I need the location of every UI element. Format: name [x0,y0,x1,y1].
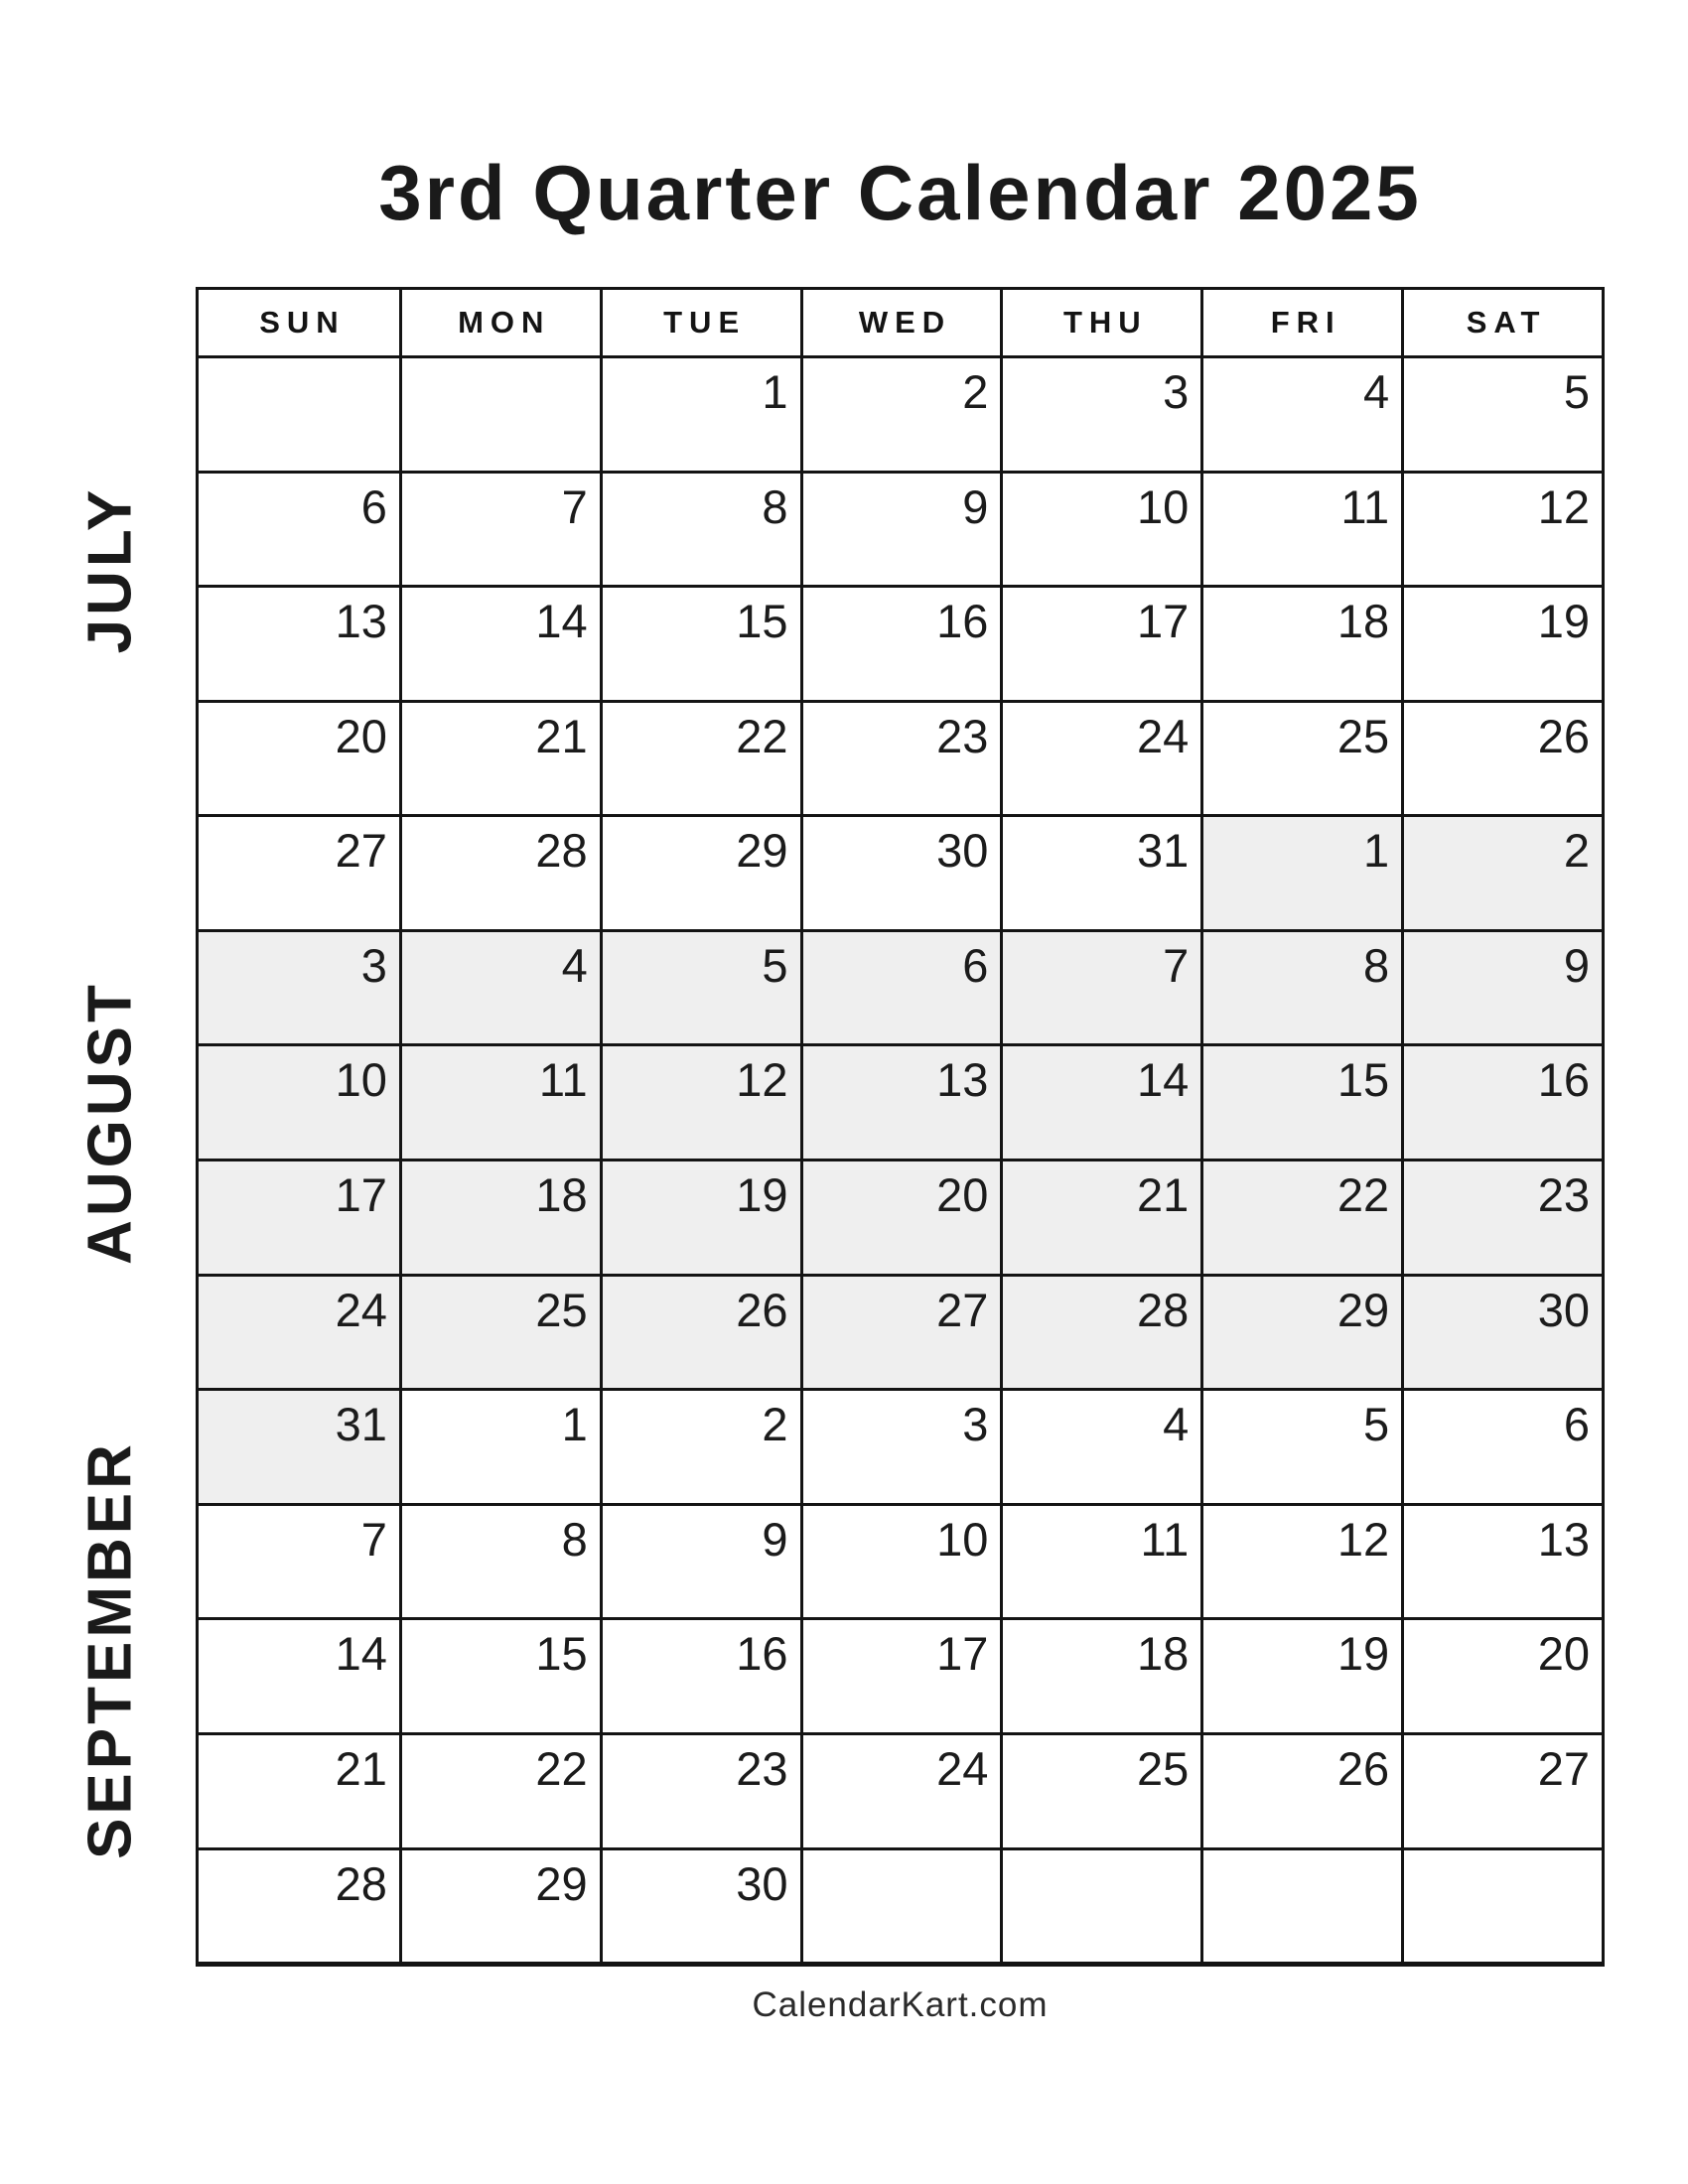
date-cell: 22 [399,1735,600,1847]
date-cell: 15 [1200,1046,1401,1159]
date-cell: 28 [399,817,600,929]
empty-cell [1200,1850,1401,1963]
date-cell: 9 [800,474,1001,586]
date-cell: 23 [1401,1161,1602,1274]
date-cell: 23 [600,1735,800,1847]
weekday-header-wed: WED [800,290,1001,355]
date-cell: 25 [1200,703,1401,815]
date-cell: 20 [800,1161,1001,1274]
date-cell: 24 [800,1735,1001,1847]
date-cell: 21 [1000,1161,1200,1274]
date-cell: 24 [1000,703,1200,815]
empty-cell [1401,1850,1602,1963]
date-cell: 21 [399,703,600,815]
date-cell: 8 [399,1506,600,1618]
date-cell: 8 [600,474,800,586]
date-cell: 12 [600,1046,800,1159]
weekday-header-fri: FRI [1200,290,1401,355]
weekday-header-sun: SUN [259,305,346,340]
week-row [199,700,1602,815]
date-cell: 18 [1000,1620,1200,1732]
month-label-august: AUGUST [75,981,145,1265]
date-cell: 14 [199,1620,399,1732]
date-cell: 17 [800,1620,1001,1732]
date-cell: 9 [1401,932,1602,1044]
date-cell: 22 [600,703,800,815]
date-cell: 26 [600,1277,800,1389]
date-cell: 5 [1401,358,1602,471]
week-row [199,1274,1602,1389]
date-cell: 2 [600,1391,800,1503]
date-cell: 11 [1200,474,1401,586]
date-cell: 30 [800,817,1001,929]
date-cell: 17 [1000,588,1200,700]
date-cell: 22 [1200,1161,1401,1274]
week-row [199,814,1602,929]
date-cell: 14 [399,588,600,700]
date-cell: 20 [199,703,399,815]
date-cell: 16 [800,588,1001,700]
date-cell: 11 [399,1046,600,1159]
date-cell: 8 [1200,932,1401,1044]
week-row [199,471,1602,586]
date-cell: 18 [399,1161,600,1274]
date-cell: 21 [199,1735,399,1847]
date-cell: 1 [399,1391,600,1503]
date-cell: 26 [1200,1735,1401,1847]
date-cell: 5 [600,932,800,1044]
date-cell: 29 [600,817,800,929]
date-cell: 1 [600,358,800,471]
date-cell: 3 [800,1391,1001,1503]
week-row [199,1503,1602,1618]
week-row [199,355,1602,471]
empty-cell [199,358,399,471]
date-cell: 18 [1200,588,1401,700]
date-cell: 4 [1200,358,1401,471]
date-cell: 6 [1401,1391,1602,1503]
week-row [199,1847,1602,1963]
date-cell: 19 [1401,588,1602,700]
date-cell: 12 [1200,1506,1401,1618]
weekday-header-row [199,290,1602,355]
date-cell: 28 [199,1850,399,1963]
date-cell: 27 [199,817,399,929]
date-cell: 13 [1401,1506,1602,1618]
date-cell: 20 [1401,1620,1602,1732]
date-cell: 3 [1000,358,1200,471]
date-cell: 11 [1000,1506,1200,1618]
date-cell: 14 [1000,1046,1200,1159]
date-cell: 13 [800,1046,1001,1159]
month-label-july: JULY [75,485,145,654]
date-cell: 6 [199,474,399,586]
date-cell: 2 [1401,817,1602,929]
weekday-header-mon: MON [399,290,600,355]
date-cell: 10 [800,1506,1001,1618]
date-cell: 15 [600,588,800,700]
date-cell: 25 [1000,1735,1200,1847]
weekday-header-tue: TUE [600,290,800,355]
date-cell: 5 [1200,1391,1401,1503]
week-row [199,929,1602,1044]
date-cell: 7 [1000,932,1200,1044]
date-cell: 30 [600,1850,800,1963]
date-cell: 30 [1401,1277,1602,1389]
date-cell: 16 [1401,1046,1602,1159]
date-cell: 4 [1000,1391,1200,1503]
date-cell: 3 [199,932,399,1044]
week-row [199,1043,1602,1159]
date-cell: 16 [600,1620,800,1732]
date-cell: 7 [399,474,600,586]
date-cell: 19 [600,1161,800,1274]
date-cell: 1 [1200,817,1401,929]
date-cell: 27 [800,1277,1001,1389]
date-cell: 9 [600,1506,800,1618]
weekday-header-thu: THU [1000,290,1200,355]
month-label-september: SEPTEMBER [75,1440,145,1859]
date-cell: 17 [199,1161,399,1274]
calendar-grid [196,287,1605,1967]
week-row [199,1159,1602,1274]
date-cell: 28 [1000,1277,1200,1389]
page-title: 3rd Quarter Calendar 2025 [378,149,1422,236]
week-row [199,585,1602,700]
date-cell: 25 [399,1277,600,1389]
week-row [199,1617,1602,1732]
date-cell: 23 [800,703,1001,815]
date-cell: 31 [1000,817,1200,929]
empty-cell [1000,1850,1200,1963]
week-row [199,1732,1602,1847]
empty-cell [800,1850,1001,1963]
week-row [199,1388,1602,1503]
footer-watermark: CalendarKart.com [752,1985,1049,2024]
date-cell: 2 [800,358,1001,471]
date-cell: 19 [1200,1620,1401,1732]
date-cell: 26 [1401,703,1602,815]
date-cell: 29 [399,1850,600,1963]
date-cell: 10 [199,1046,399,1159]
date-cell: 29 [1200,1277,1401,1389]
date-cell: 4 [399,932,600,1044]
date-cell: 31 [199,1391,399,1503]
date-cell: 27 [1401,1735,1602,1847]
date-cell: 7 [199,1506,399,1618]
weekday-header-sat: SAT [1401,290,1602,355]
date-cell: 24 [199,1277,399,1389]
date-cell: 12 [1401,474,1602,586]
date-cell: 13 [199,588,399,700]
date-cell: 10 [1000,474,1200,586]
empty-cell [399,358,600,471]
date-cell: 6 [800,932,1001,1044]
date-cell: 15 [399,1620,600,1732]
